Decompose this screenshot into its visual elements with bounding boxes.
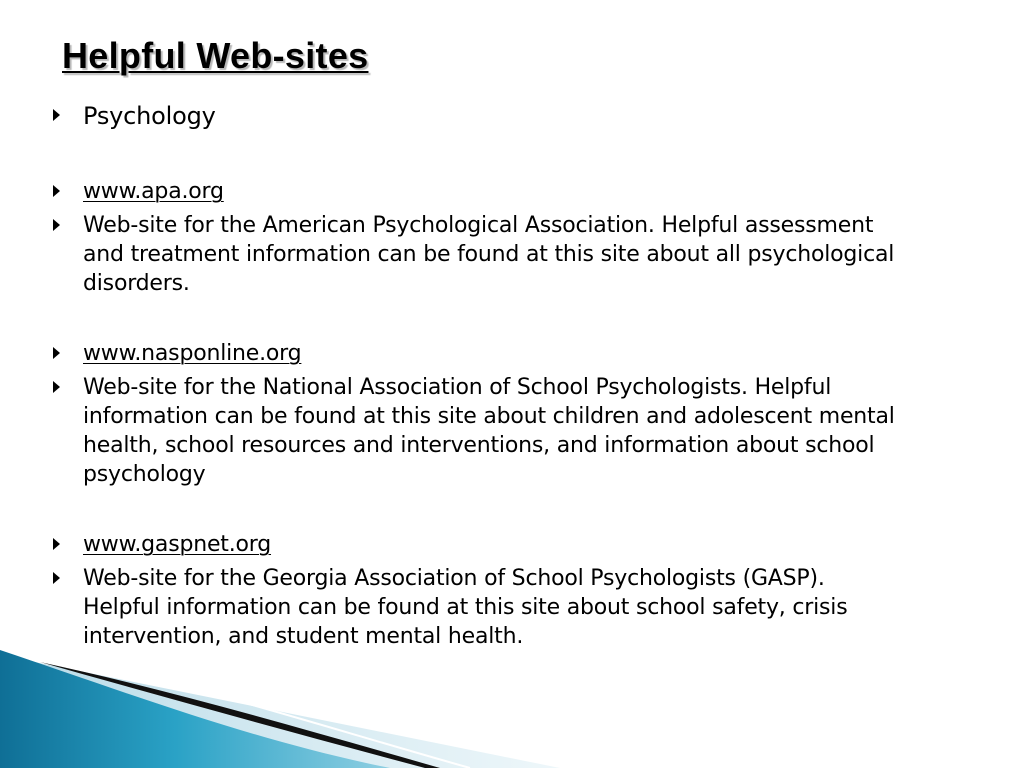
- description-line: disorders.: [83, 271, 190, 296]
- description-line: Web-site for the Georgia Association of School Psychologists (GASP).: [83, 566, 825, 591]
- description-line: information can be found at this site about children and adolescent mental: [83, 404, 895, 429]
- bullet-arrow-icon: [53, 219, 60, 231]
- swoosh-white-line: [0, 645, 470, 768]
- bullet-arrow-icon: [53, 572, 60, 584]
- bullet-arrow-icon: [53, 347, 60, 359]
- bullet-arrow-icon: [53, 381, 60, 393]
- slide-title: Helpful Web-sites: [62, 35, 369, 76]
- bullet-arrow-icon: [53, 109, 60, 121]
- description-line: Web-site for the American Psychological Association. Helpful assessment: [83, 213, 874, 238]
- section-heading: Psychology: [83, 102, 216, 130]
- description-line: health, school resources and interventions, and information about school: [83, 433, 875, 458]
- bullet-arrow-icon: [53, 538, 60, 550]
- bullet-arrow-icon: [53, 185, 60, 197]
- nasp-description: [83, 373, 895, 489]
- swoosh-black-stroke: [40, 662, 440, 768]
- description-line: and treatment information can be found at this site about all psychological: [83, 242, 895, 267]
- nasp-link[interactable]: www.nasponline.org: [83, 341, 302, 366]
- swoosh-light-band: [0, 655, 560, 768]
- swoosh-teal-wedge: [0, 650, 390, 768]
- gasp-link[interactable]: www.gaspnet.org: [83, 532, 272, 557]
- apa-description: [83, 211, 894, 298]
- description-line: Helpful information can be found at this site about school safety, crisis: [83, 595, 848, 620]
- description-line: psychology: [83, 462, 206, 487]
- gasp-description: [83, 564, 847, 651]
- description-line: intervention, and student mental health.: [83, 624, 524, 649]
- description-line: Web-site for the National Association of School Psychologists. Helpful: [83, 375, 832, 400]
- apa-link[interactable]: www.apa.org: [83, 179, 224, 204]
